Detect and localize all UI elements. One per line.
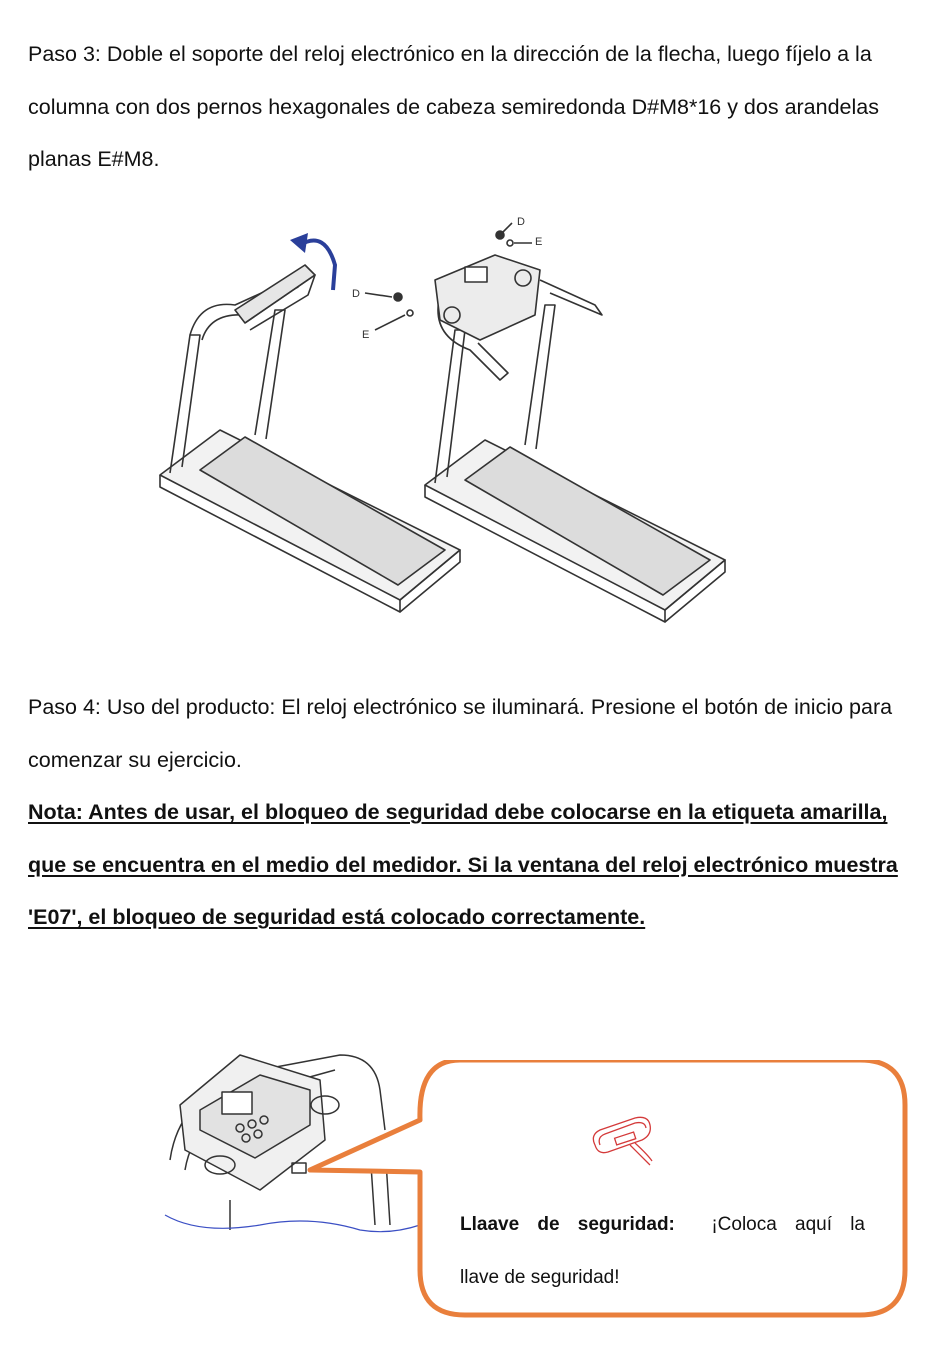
safety-key-instruction [460, 1198, 865, 1304]
safety-key-line2: llave de seguridad! [460, 1267, 620, 1288]
step-3-instructions: Paso 3: Doble el soporte del reloj electrónico en la dirección de la flecha, luego fíjelo a la columna con dos pernos hexagonales de cabeza semiredonda D#M8*16 y dos arandelas planas E#M8. [28, 42, 879, 171]
label-d-right: D [517, 216, 525, 228]
safety-key-line1: ¡Coloca aquí la [711, 1214, 865, 1235]
safety-note: Nota: Antes de usar, el bloqueo de seguridad debe colocarse en la etiqueta amarilla, que se encuentra en el medio del medidor. Si la ventana del reloj electrónico muestra 'E07', el bloqueo de seguridad está colocado correctamente. [28, 800, 898, 929]
safety-key-label: Llaave de seguridad: [460, 1214, 675, 1235]
label-d-left: D [352, 288, 360, 300]
label-e-left: E [362, 329, 370, 341]
label-e-right: E [535, 236, 543, 248]
treadmill-assembly-illustration [140, 205, 740, 625]
step-4-instructions: Paso 4: Uso del producto: El reloj electrónico se iluminará. Presione el botón de inicio para comenzar su ejercicio. [28, 695, 893, 772]
